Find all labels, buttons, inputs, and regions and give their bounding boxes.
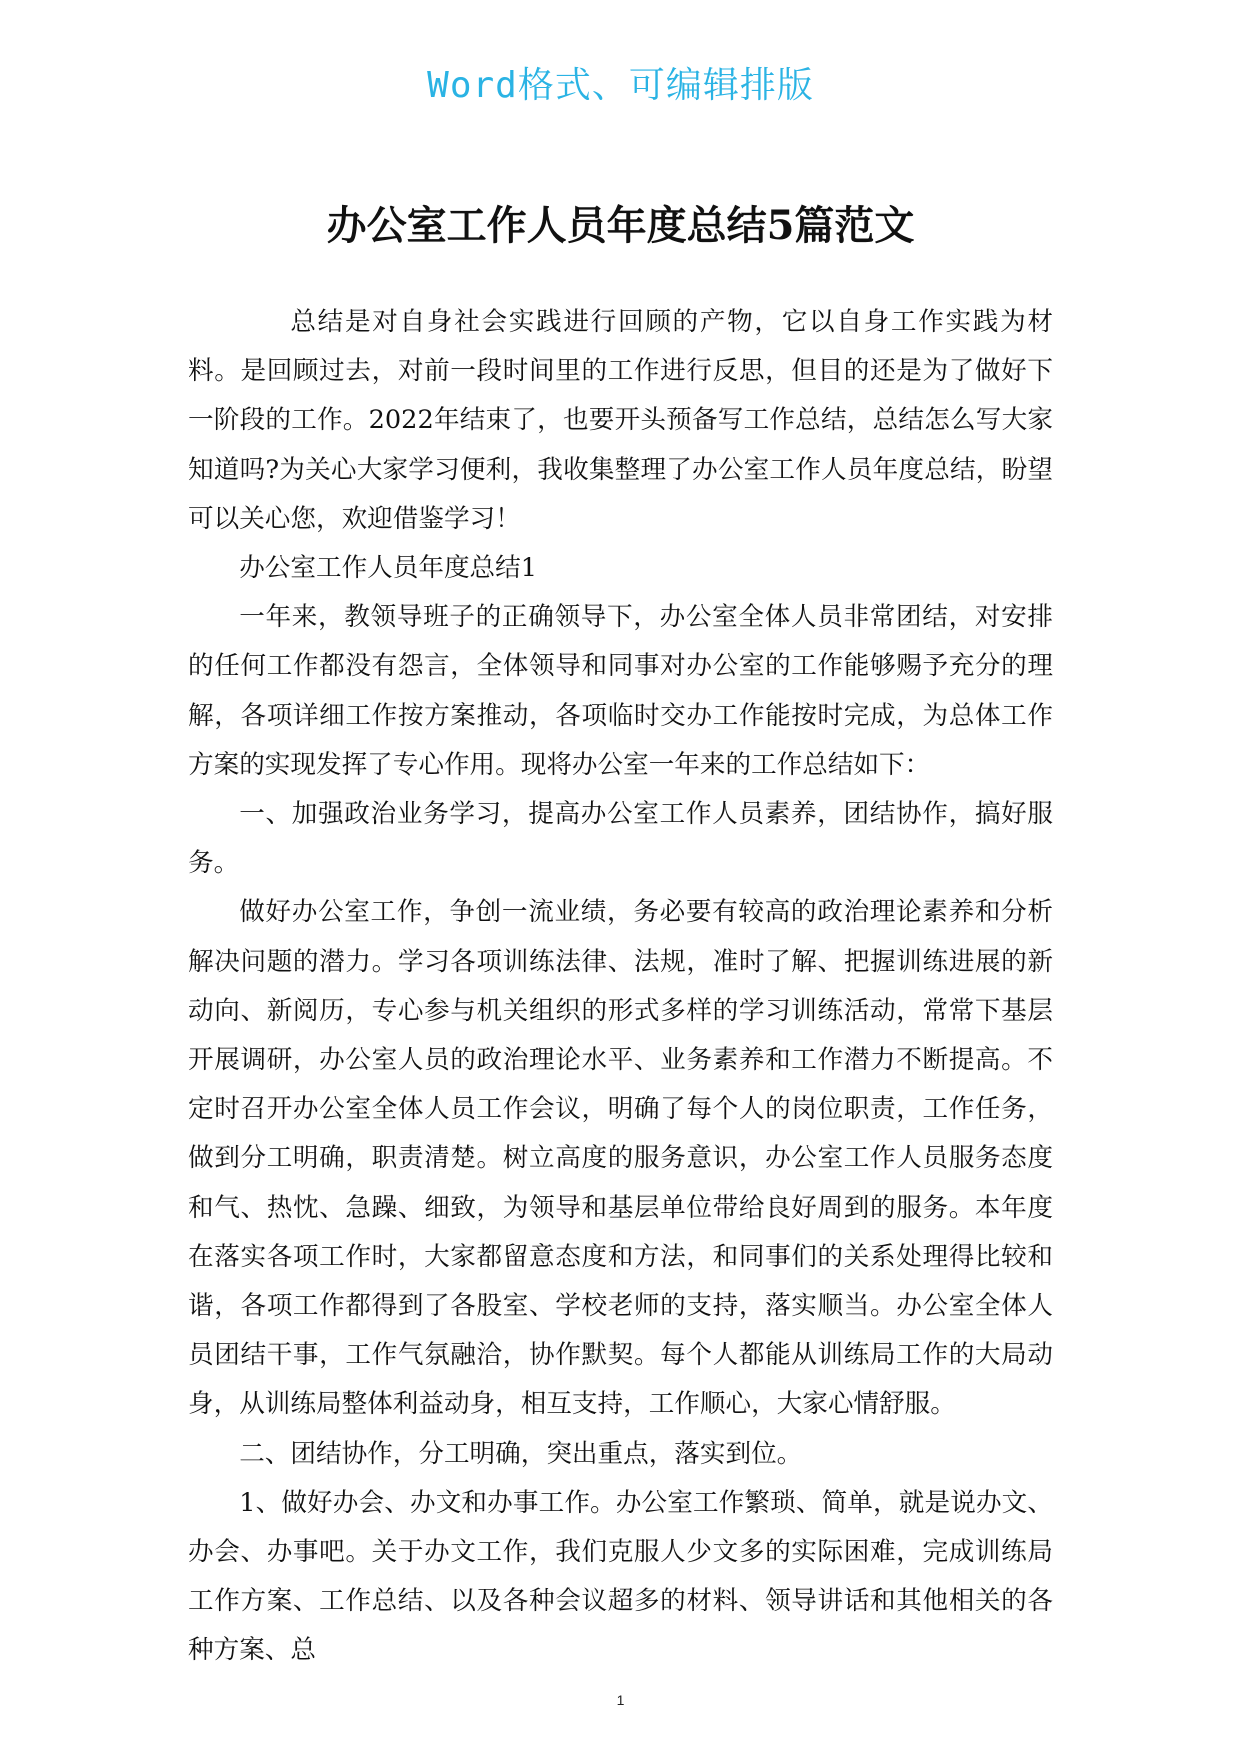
subsection-heading: 二、团结协作，分工明确，突出重点，落实到位。 [239,1438,803,1469]
intro-paragraph: 总结是对自身社会实践进行回顾的产物，它以自身工作实践为材料。是回顾过去，对前一段时间里的工作进行反思，但目的还是为了做好下一阶段的工作。2022年结束了，也要开头预备写工作总结，总结怎么写大家知道吗?为关心大家学习便利，我收集整理了办公室工作人员年度总结，盼望可以关心您，欢迎借鉴学习！ [188,307,1053,534]
body-paragraph: 一年来，教领导班子的正确领导下，办公室全体人员非常团结，对安排的任何工作都没有怨言，全体领导和同事对办公室的工作能够赐予充分的理解，各项详细工作按方案推动，各项临时交办工作能按时完成，为总体工作方案的实现发挥了专心作用。现将办公室一年来的工作总结如下： [188,602,1053,780]
body-paragraph: 1、做好办会、办文和办事工作。办公室工作繁琐、简单，就是说办文、办会、办事吧。关于办文工作，我们克服人少文多的实际困难，完成训练局工作方案、工作总结、以及各种会议超多的材料、领导讲话和其他相关的各种方案、总 [188,1487,1053,1666]
word-format-banner: Word格式、可编辑排版 [427,65,814,106]
page-number: 1 [616,1692,625,1708]
body-paragraph: 做好办公室工作，争创一流业绩，务必要有较高的政治理论素养和分析解决问题的潜力。学习各项训练法律、法规，准时了解、把握训练进展的新动向、新阅历，专心参与机关组织的形式多样的学习训练活动，常常下基层开展调研，办公室人员的政治理论水平、业务素养和工作潜力不断提高。不定时召开办公室全体人员工作会议，明确了每个人的岗位职责，工作任务，做到分工明确，职责清楚。树立高度的服务意识，办公室工作人员服务态度和气、热忱、急躁、细致，为领导和基层单位带给良好周到的服务。本年度在落实各项工作时，大家都留意态度和方法，和同事们的关系处理得比较和谐，各项工作都得到了各股室、学校老师的支持，落实顺当。办公室全体人员团结干事，工作气氛融洽，协作默契。每个人都能从训练局工作的大局动身，从训练局整体利益动身，相互支持，工作顺心，大家心情舒服。 [188,897,1053,1420]
document-title: 办公室工作人员年度总结5篇范文 [326,202,915,249]
section-heading: 办公室工作人员年度总结1 [239,553,538,584]
document-body [188,298,1053,1676]
subsection-heading: 一、加强政治业务学习，提高办公室工作人员素养，团结协作，搞好服务。 [188,799,1053,879]
